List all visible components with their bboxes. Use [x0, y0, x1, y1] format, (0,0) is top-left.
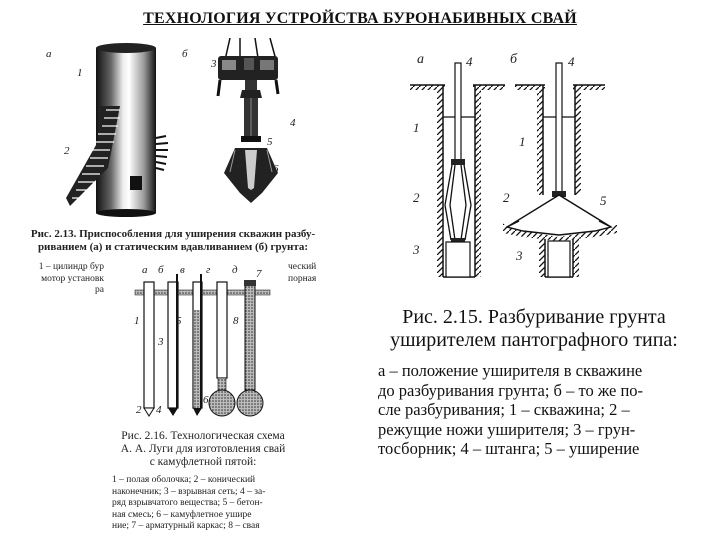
fig-2-16-label-4: 4 [156, 404, 162, 416]
fig-2-15-label-2b: 2 [503, 190, 510, 205]
fig-2-16-label-7: 7 [256, 268, 262, 280]
fig-2-16-legend-line-3: ряд взрывчатого вещества; 5 – бетон- [112, 498, 263, 508]
figure-2-15-image [395, 45, 635, 285]
fig-2-16-caption-line-3: с камуфлетной пятой: [149, 456, 257, 468]
fig-2-16-legend-line-1: 1 – полая оболочка; 2 – конический [112, 475, 256, 485]
fig-2-15-label-4b: 4 [568, 54, 575, 69]
fig-2-15-legend-line-3: сле разбуривания; 1 – скважина; 2 – [378, 400, 630, 419]
fig-2-16-label-a: а [142, 264, 148, 276]
figure-2-13-image [30, 38, 330, 218]
fig-2-15-label-4a: 4 [466, 54, 473, 69]
fig-2-15-label-2a: 2 [413, 190, 420, 205]
fig-2-13-legend-right-line-1: ческий [288, 262, 317, 272]
fig-2-15-label-1b: 1 [519, 134, 526, 149]
fig-2-13-label-1: 1 [77, 67, 83, 79]
fig-2-16-label-v: в [180, 264, 185, 276]
fig-2-15-label-3b: 3 [516, 248, 523, 263]
fig-2-15-caption-line-1: Рис. 2.15. Разбуривание грунта [402, 306, 666, 328]
fig-2-13-legend-left-line-2: мотор установк [41, 273, 104, 284]
fig-2-13-label-b: б [182, 48, 188, 60]
fig-2-15-legend-line-1: а – положение уширителя в скважине [378, 361, 643, 380]
fig-2-15-label-3a: 3 [413, 242, 420, 257]
fig-2-16-label-d: д [232, 264, 238, 276]
fig-2-15-label-5: 5 [600, 193, 607, 208]
fig-2-15-legend-line-2: до разбуривания грунта; б – то же по- [378, 380, 644, 400]
fig-2-16-caption-line-1: Рис. 2.16. Технологическая схема [121, 430, 285, 442]
fig-2-13-caption-line-1: Рис. 2.13. Приспособления для уширения скважин разбу- [30, 228, 316, 240]
fig-2-13-legend-left-line-3: ра [95, 285, 104, 295]
fig-2-16-label-g: г [206, 264, 211, 276]
fig-2-13-caption-line-2: риванием (а) и статическим вдавливанием (б) грунта: [37, 241, 309, 253]
fig-2-16-label-1: 1 [134, 315, 140, 327]
fig-2-13-label-3: 3 [211, 58, 217, 70]
fig-2-16-label-5: 5 [176, 315, 182, 327]
fig-2-15-legend-line-4: режущие ножи уширителя; 3 – грун- [378, 419, 636, 439]
fig-2-16-legend-line-5: ние; 7 – арматурный каркас; 8 – свая [112, 521, 260, 531]
fig-2-16-label-8: 8 [233, 315, 239, 327]
fig-2-13-label-2: 2 [64, 145, 70, 157]
figure-2-16-image [110, 268, 280, 423]
fig-2-15-caption-line-2: уширителем пантографного типа: [390, 329, 678, 351]
fig-2-16-caption-line-2: А. А. Луги для изготовления свай [120, 443, 286, 455]
fig-2-15-label-1a: 1 [413, 120, 420, 135]
fig-2-16-label-b: б [158, 264, 164, 276]
fig-2-15-label-a: а [417, 52, 424, 67]
fig-2-16-label-3: 3 [158, 336, 164, 348]
fig-2-15-legend-line-5: тосборник; 4 – штанга; 5 – уширение [378, 439, 640, 458]
fig-2-13-label-5: 5 [267, 136, 273, 148]
fig-2-13-legend-right-line-2: порная [288, 273, 317, 284]
fig-2-16-legend-line-4: ная смесь; 6 – камуфлетное уширe [112, 509, 252, 520]
fig-2-13-label-4: 4 [290, 117, 296, 129]
fig-2-16-label-2: 2 [136, 404, 142, 416]
fig-2-15-label-b: б [510, 52, 518, 67]
fig-2-13-label-6: 6 [273, 163, 279, 175]
fig-2-16-label-6: 6 [203, 394, 209, 406]
fig-2-13-legend-left-line-1: 1 – цилиндр бур [38, 262, 104, 272]
page-title: ТЕХНОЛОГИЯ УСТРОЙСТВА БУРОНАБИВНЫХ СВАЙ [143, 10, 577, 27]
fig-2-16-legend-line-2: наконечник; 3 – взрывная сеть; 4 – за- [112, 486, 266, 497]
fig-2-13-label-a: а [46, 48, 52, 60]
